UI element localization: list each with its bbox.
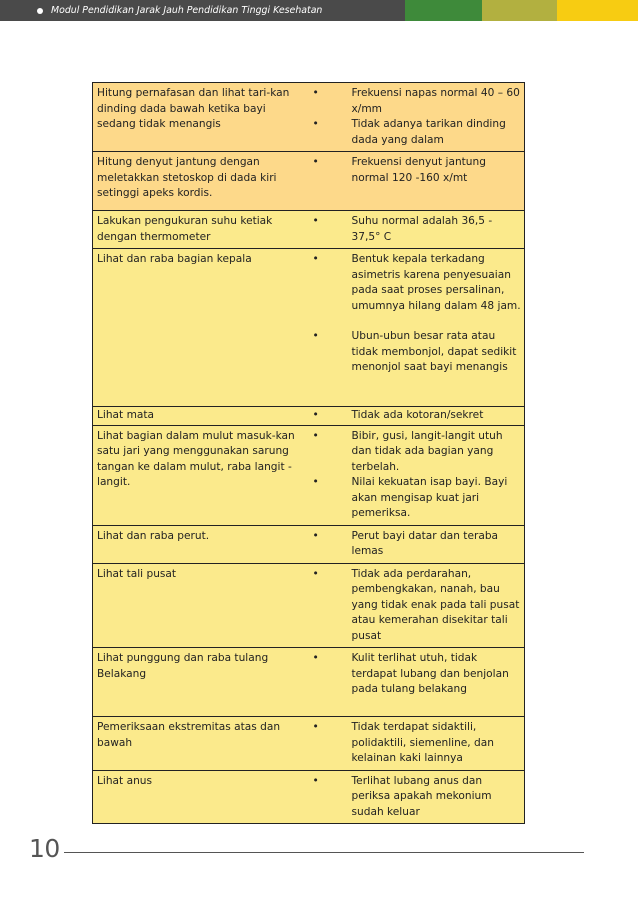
- action-cell: Hitung denyut jantung dengan meletakkan stetoskop di dada kiri setinggi apeks kordis.: [93, 152, 308, 211]
- bullet-icon: •: [312, 253, 319, 265]
- findings-cell: [308, 425, 525, 525]
- bullet-icon: •: [312, 652, 319, 664]
- action-cell: Lihat dan raba perut.: [93, 525, 308, 563]
- list-item: • Bentuk kepala terkadang asimetris karena penyesuaian pada saat proses persalinan, umumnya hilang dalam 48 jam.: [308, 252, 522, 314]
- action-cell: Lihat bagian dalam mulut masuk-kan satu jari yang menggunakan sarung tangan ke dalam mulut, raba langit - langit.: [93, 425, 308, 525]
- table-row: [93, 563, 525, 648]
- bullet-icon: •: [312, 118, 319, 130]
- examination-table-wrapper: [92, 82, 524, 824]
- table-row: [93, 525, 525, 563]
- findings-cell: [308, 525, 525, 563]
- bullet-icon: •: [312, 429, 319, 442]
- examination-table: [92, 82, 525, 824]
- table-row: [93, 152, 525, 211]
- findings-cell: [308, 407, 525, 426]
- list-item: • Tidak adanya tarikan dinding dada yang dalam: [308, 117, 522, 148]
- bullet-dot-icon: [37, 8, 43, 14]
- list-item: • Frekuensi denyut jantung normal 120 -160 x/mt: [308, 155, 522, 186]
- action-cell: Lihat punggung dan raba tulang Belakang: [93, 648, 308, 717]
- header-dark-band: [0, 0, 405, 21]
- findings-cell: [308, 83, 525, 152]
- list-item: • Bibir, gusi, langit-langit utuh dan tidak ada bagian yang terbelah.: [308, 429, 522, 476]
- bullet-icon: •: [312, 476, 319, 488]
- table-row: [93, 717, 525, 771]
- page-number: 10: [29, 834, 60, 863]
- list-item: • Terlihat lubang anus dan periksa apakah mekonium sudah keluar: [308, 774, 522, 821]
- list-item: • Frekuensi napas normal 40 – 60 x/mm: [308, 86, 522, 117]
- findings-cell: [308, 152, 525, 211]
- action-cell: Lakukan pengukuran suhu ketiak dengan thermometer: [93, 211, 308, 249]
- findings-cell: [308, 717, 525, 771]
- page-header: [0, 0, 638, 21]
- bullet-icon: •: [312, 87, 319, 99]
- action-cell: Lihat mata: [93, 407, 308, 426]
- list-item: • Suhu normal adalah 36,5 - 37,5° C: [308, 214, 522, 245]
- header-yellow-band: [557, 0, 638, 21]
- bullet-icon: •: [312, 156, 319, 168]
- action-cell: Lihat tali pusat: [93, 563, 308, 648]
- table-row: [93, 648, 525, 717]
- table-row: [93, 211, 525, 249]
- bullet-icon: •: [312, 721, 319, 733]
- list-item: • Tidak terdapat sidaktili, polidaktili, siemenline, dan kelainan kaki lainnya: [308, 720, 522, 767]
- table-row: [93, 249, 525, 407]
- bullet-icon: •: [312, 215, 319, 227]
- list-item: • Kulit terlihat utuh, tidak terdapat lubang dan benjolan pada tulang belakang: [308, 651, 522, 698]
- findings-cell: [308, 648, 525, 717]
- findings-cell: [308, 563, 525, 648]
- list-item: • Tidak ada perdarahan, pembengkakan, nanah, bau yang tidak enak pada tali pusat atau kemerahan disekitar tali pusat: [308, 567, 522, 645]
- header-olive-band: [482, 0, 557, 21]
- findings-cell: [308, 770, 525, 824]
- module-title: Modul Pendidikan Jarak Jauh Pendidikan Tinggi Kesehatan: [51, 5, 323, 16]
- list-item: • Tidak ada kotoran/sekret: [308, 408, 522, 424]
- findings-cell: [308, 249, 525, 407]
- header-green-band: [405, 0, 482, 21]
- action-cell: Hitung pernafasan dan lihat tari-kan dinding dada bawah ketika bayi sedang tidak menangis: [93, 83, 308, 152]
- bullet-icon: •: [312, 330, 319, 342]
- bullet-icon: •: [312, 529, 319, 542]
- action-cell: Lihat anus: [93, 770, 308, 824]
- footer-rule: [64, 852, 584, 853]
- bullet-icon: •: [312, 774, 319, 787]
- table-row: [93, 770, 525, 824]
- table-row: [93, 425, 525, 525]
- table-row: [93, 407, 525, 426]
- bullet-icon: •: [312, 409, 319, 421]
- list-item: • Ubun-ubun besar rata atau tidak membonjol, dapat sedikit menonjol saat bayi menangis: [308, 329, 522, 376]
- bullet-icon: •: [312, 567, 319, 580]
- list-item: • Nilai kekuatan isap bayi. Bayi akan mengisap kuat jari pemeriksa.: [308, 475, 522, 522]
- action-cell: Lihat dan raba bagian kepala: [93, 249, 308, 407]
- action-cell: Pemeriksaan ekstremitas atas dan bawah: [93, 717, 308, 771]
- findings-cell: [308, 211, 525, 249]
- table-row: [93, 83, 525, 152]
- list-item: • Perut bayi datar dan teraba lemas: [308, 529, 522, 560]
